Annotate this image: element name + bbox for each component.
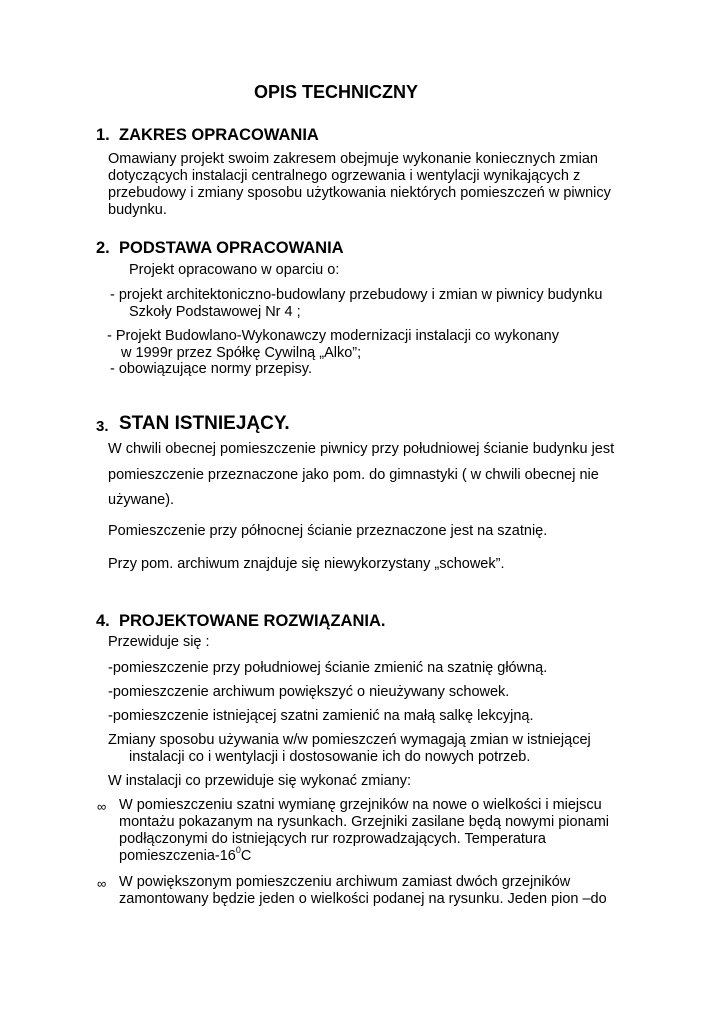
section-4-heading: PROJEKTOWANE ROZWIĄZANIA.	[119, 612, 386, 630]
section-1-line: Omawiany projekt swoim zakresem obejmuje wykonanie koniecznych zmian	[108, 151, 598, 167]
section-1-heading: ZAKRES OPRACOWANIA	[119, 126, 319, 144]
bullet-1-line: podłączonymi do istniejących rur rozprowadzających. Temperatura	[119, 831, 546, 847]
section-4-item: -pomieszczenie istniejącej szatni zamienić na małą salkę lekcyjną.	[108, 708, 534, 724]
bullet-1-line: montażu pokazanym na rysunkach. Grzejniki zasilane będą nowymi pionami	[119, 814, 610, 830]
section-2-item: - Projekt Budowlano-Wykonawczy modernizacji instalacji co wykonany	[107, 328, 559, 344]
infinity-bullet-icon: ∞	[97, 876, 107, 891]
section-3-number: 3.	[96, 418, 109, 435]
section-1-line: budynku.	[108, 202, 167, 218]
section-4-number: 4.	[96, 612, 110, 630]
section-3-heading: STAN ISTNIEJĄCY.	[119, 413, 290, 434]
temperature-text: pomieszczenia-16	[119, 848, 236, 864]
section-3-line: pomieszczenie przeznaczone jako pom. do gimnastyki ( w chwili obecnej nie	[108, 467, 599, 483]
section-4-paragraph-cont: instalacji co i wentylacji i dostosowanie ich do nowych potrzeb.	[129, 749, 531, 765]
section-4-intro: Przewiduje się :	[108, 634, 210, 650]
bullet-1-line	[119, 845, 252, 865]
infinity-bullet-icon: ∞	[97, 799, 107, 814]
section-2-heading: PODSTAWA OPRACOWANIA	[119, 239, 344, 257]
temperature-unit: C	[240, 848, 252, 864]
document-title: OPIS TECHNICZNY	[254, 82, 419, 102]
section-4-paragraph: Zmiany sposobu używania w/w pomieszczeń wymagają zmian w istniejącej	[108, 732, 591, 748]
bullet-2-line: zamontowany będzie jeden o wielkości podanej na rysunku. Jeden pion –do	[119, 891, 607, 907]
section-3-line: używane).	[108, 492, 175, 508]
section-2-number: 2.	[96, 239, 110, 257]
section-2-item-cont: Szkoły Podstawowej Nr 4 ;	[129, 304, 301, 320]
section-1-line: przebudowy i zmiany sposobu użytkowania niektórych pomieszczeń w piwnicy	[108, 185, 611, 201]
bullet-2-line: W powiększonym pomieszczeniu archiwum zamiast dwóch grzejników	[119, 874, 571, 890]
section-4-paragraph: W instalacji co przewiduje się wykonać zmiany:	[108, 773, 411, 789]
section-4-item: -pomieszczenie przy południowej ścianie zmienić na szatnię główną.	[108, 660, 548, 676]
section-3-paragraph: Pomieszczenie przy północnej ścianie przeznaczone jest na szatnię.	[108, 523, 548, 539]
section-3-line: W chwili obecnej pomieszczenie piwnicy przy południowej ścianie budynku jest	[108, 441, 615, 457]
section-2-intro: Projekt opracowano w oparciu o:	[129, 262, 340, 278]
section-3-paragraph: Przy pom. archiwum znajduje się niewykorzystany „schowek”.	[108, 556, 505, 572]
section-2-item: - obowiązujące normy przepisy.	[110, 361, 313, 377]
section-2-item-cont: w 1999r przez Spółkę Cywilną „Alko”;	[121, 345, 362, 361]
degree-superscript: 0	[235, 845, 241, 855]
section-4-item: -pomieszczenie archiwum powiększyć o nieużywany schowek.	[108, 684, 510, 700]
section-1-number: 1.	[96, 126, 110, 144]
section-2-item: - projekt architektoniczno-budowlany przebudowy i zmian w piwnicy budynku	[110, 287, 603, 303]
bullet-1-line: W pomieszczeniu szatni wymianę grzejników na nowe o wielkości i miejscu	[119, 797, 602, 813]
section-1-line: dotyczących instalacji centralnego ogrzewania i wentylacji wynikających z	[108, 168, 581, 184]
